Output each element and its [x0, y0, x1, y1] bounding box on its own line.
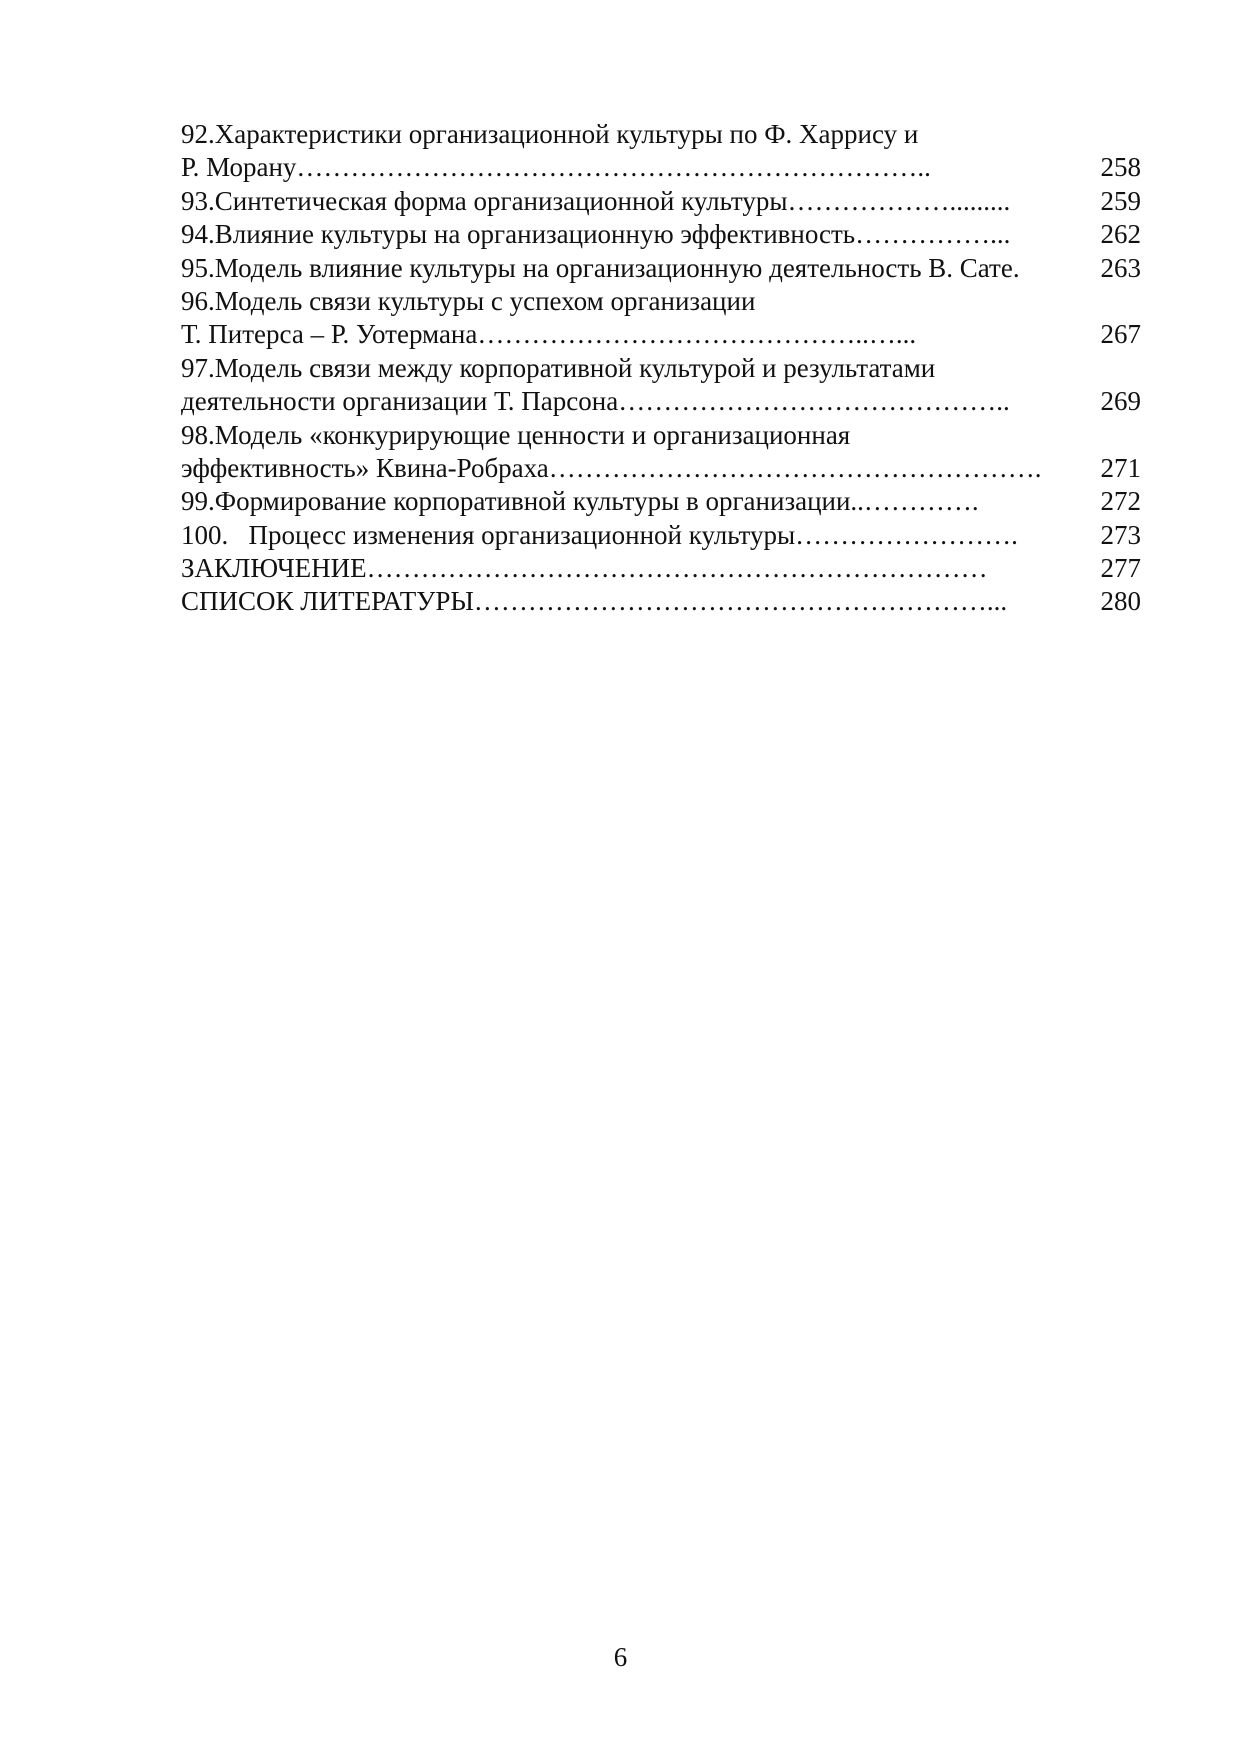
toc-entry-page: 277 [1100, 553, 1141, 584]
toc-entry-title: ЗАКЛЮЧЕНИЕ…………………………………………………………… [181, 553, 988, 584]
table-of-contents [181, 118, 1141, 619]
toc-entry-page: 280 [1100, 586, 1141, 617]
toc-entry [181, 552, 1141, 585]
toc-entry-title: Т. Питерса – Р. Уотермана……………………………………..…... [181, 319, 917, 350]
toc-entry [181, 519, 1141, 552]
toc-entry-title: деятельности организации Т. Парсона…………………………………….. [181, 386, 1010, 417]
page-number: 6 [613, 1642, 628, 1672]
toc-entry [181, 252, 1141, 285]
toc-entry-title: 94.Влияние культуры на организационную эффективность……………... [181, 219, 1011, 250]
toc-entry-page: 263 [1100, 252, 1141, 283]
toc-entry-page: 267 [1100, 319, 1141, 350]
toc-entry [181, 419, 1141, 452]
toc-entry [181, 485, 1141, 518]
toc-entry [181, 352, 1141, 385]
toc-entry-title: 96.Модель связи культуры с успехом организации [181, 285, 756, 316]
toc-entry [181, 318, 1141, 351]
toc-entry-title: 95.Модель влияние культуры на организационную деятельность В. Сате. [181, 252, 1020, 283]
toc-entry-page: 258 [1100, 152, 1141, 183]
toc-entry-page: 262 [1100, 219, 1141, 250]
toc-entry-page: 272 [1100, 486, 1141, 517]
toc-entry-page: 271 [1100, 452, 1141, 483]
toc-entry [181, 151, 1141, 184]
toc-entry-title: 99.Формирование корпоративной культуры в организации..…………. [181, 486, 979, 517]
toc-entry-title: 93.Синтетическая форма организационной культуры………………......... [181, 185, 1011, 216]
toc-entry [181, 585, 1141, 618]
toc-entry-title: 92.Характеристики организационной культуры по Ф. Харрису и [181, 119, 919, 149]
toc-entry-title: 100. Процесс изменения организационной культуры……………………. [181, 519, 1018, 550]
toc-entry-title: 98.Модель «конкурирующие ценности и организационная [181, 419, 851, 450]
toc-entry [181, 385, 1141, 418]
toc-entry-title: СПИСОК ЛИТЕРАТУРЫ…………………………………………………... [181, 586, 1008, 617]
toc-entry-page: 273 [1100, 519, 1141, 550]
toc-entry [181, 218, 1141, 251]
toc-entry [181, 285, 1141, 318]
toc-entry [181, 185, 1141, 218]
toc-entry-title: Р. Морану…………………………………………………………….. [181, 152, 931, 183]
toc-entry [181, 452, 1141, 485]
toc-entry-title: эффективность» Квина-Робраха………………………………………………. [181, 452, 1042, 483]
toc-entry-page: 259 [1100, 185, 1141, 216]
toc-entry [181, 118, 1141, 151]
toc-entry-page: 269 [1100, 386, 1141, 417]
toc-entry-title: 97.Модель связи между корпоративной культурой и результатами [181, 352, 936, 383]
